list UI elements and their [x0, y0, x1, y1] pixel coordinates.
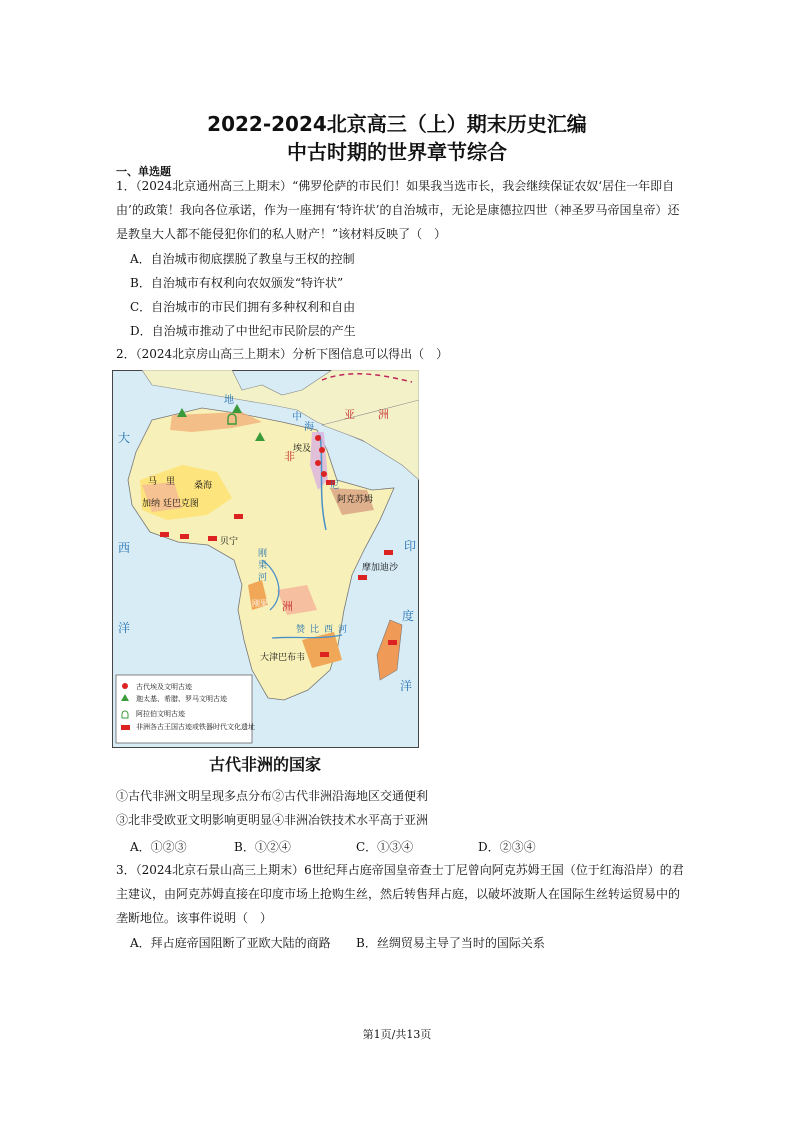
egypt-site-marker — [315, 460, 321, 466]
map-label-egypt: 埃及 — [293, 444, 312, 454]
legend-label: 古代埃及文明古迹 — [136, 683, 192, 691]
map-label-zambezi: 西 — [324, 625, 334, 635]
kingdom-site-marker — [320, 652, 329, 657]
egypt-site-marker — [319, 447, 325, 453]
map-label-kongo: 刚果 — [252, 599, 268, 608]
q2-option-c[interactable]: C．①③④ — [356, 840, 414, 854]
q2-option-a[interactable]: A．①②③ — [130, 840, 187, 854]
q3-option-a[interactable]: A．拜占庭帝国阻断了亚欧大陆的商路 — [130, 936, 331, 950]
question-2-text: 2．（2024北京房山高三上期末）分析下图信息可以得出（ ） — [116, 347, 449, 361]
egypt-site-marker — [321, 471, 327, 477]
page-footer: 第1页/共13页 — [362, 1028, 432, 1041]
map-label-ocean-right: 印 — [404, 539, 417, 553]
map-label-mediterranean: 中 — [292, 412, 302, 423]
legend-label: 阿拉伯文明古迹 — [136, 710, 185, 718]
kingdom-site-marker — [208, 536, 217, 541]
map-label-ocean-left: 洋 — [118, 621, 131, 635]
legend-kingdom-marker — [121, 725, 130, 730]
q1-option-d[interactable]: D．自治城市推动了中世纪市民阶层的产生 — [130, 324, 356, 338]
q2-statements-line2: ③北非受欧亚文明影响更明显④非洲冶铁技术水平高于亚洲 — [116, 813, 429, 827]
kingdom-site-marker — [384, 550, 393, 555]
map-label-congo-river: 刚 — [258, 549, 268, 559]
map-label-ghana: 加纳 廷巴克图 — [142, 499, 199, 509]
q2-option-b[interactable]: B．①②④ — [234, 840, 291, 854]
map-label-aksum: 阿克苏姆 — [337, 495, 374, 505]
map-label-zambezi: 河 — [338, 625, 348, 635]
map-label-mogadishu: 摩加迪沙 — [362, 563, 399, 573]
map-label-songhai: 桑海 — [194, 481, 213, 491]
map-label-ocean-right: 洋 — [400, 679, 413, 693]
map-label-mediterranean: 地 — [224, 395, 234, 406]
question-1-text: 1．（2024北京通州高三上期末）“佛罗伦萨的市民们！如果我当选市长，我会继续保证农奴‘居住一年即自由’的政策！我向各位承诺，作为一座拥有‘特许状’的自治城市，无论是康德拉四世（神圣罗马帝国皇帝）还是教皇大人都不能侵犯你们的私人财产！”该材料反映了（ ） — [116, 179, 680, 241]
map-label-ocean-left: 西 — [118, 541, 131, 555]
map-label-africa: 非 — [284, 450, 295, 463]
q1-option-c[interactable]: C．自治城市的市民们拥有多种权利和自由 — [130, 300, 356, 314]
kingdom-site-marker — [388, 640, 397, 645]
map-label-ocean-right: 度 — [402, 609, 415, 623]
doc-title-line1: 2022-2024北京高三（上）期末历史汇编 — [207, 112, 587, 136]
question-3-text: 3．（2024北京石景山高三上期末）6世纪拜占庭帝国皇帝查士丁尼曾向阿克苏姆王国（位于红海沿岸）的君主建议，由阿克苏姆直接在印度市场上抢购生丝，然后转售拜占庭，以破坏波斯人在国际生丝转运贸易中的垄断地位。该事件说明（ ） — [116, 863, 684, 925]
q1-option-a[interactable]: A．自治城市彻底摆脱了教皇与王权的控制 — [130, 252, 355, 266]
legend-label: 迦太基、希腊、罗马文明古迹 — [136, 695, 227, 703]
map-label-zambezi: 比 — [310, 625, 320, 635]
map-label-nile: 尼 — [330, 481, 340, 491]
doc-title-line2: 中古时期的世界章节综合 — [287, 140, 507, 164]
kingdom-site-marker — [234, 514, 243, 519]
egypt-site-marker — [315, 435, 321, 441]
map-label-congo-river: 果 — [258, 561, 268, 571]
africa-map — [112, 370, 419, 748]
map-label-asia: 亚 — [344, 408, 355, 421]
map-label-benin: 贝宁 — [220, 537, 239, 547]
kingdom-site-marker — [160, 532, 169, 537]
map-label-zimbabwe: 大津巴布韦 — [260, 653, 306, 663]
map-label-asia: 洲 — [378, 408, 389, 421]
q2-option-d[interactable]: D．②③④ — [478, 840, 536, 854]
map-label-zambezi: 赞 — [296, 625, 306, 635]
map-label-congo-river: 河 — [258, 573, 268, 583]
q1-option-b[interactable]: B．自治城市有权利向农奴颁发“特许状” — [130, 276, 344, 290]
map-label-mali: 马 里 — [148, 477, 176, 487]
map-label-mediterranean: 海 — [304, 422, 314, 433]
map-label-africa: 洲 — [282, 600, 293, 613]
section-heading: 一、单选题 — [116, 165, 171, 178]
q3-option-b[interactable]: B．丝绸贸易主导了当时的国际关系 — [356, 936, 545, 950]
kingdom-site-marker — [180, 534, 189, 539]
map-label-ocean-left: 大 — [118, 431, 131, 445]
legend-egypt-marker — [122, 683, 128, 689]
legend-label: 非洲各古王国古迹或铁器时代文化遗址 — [136, 723, 255, 731]
kingdom-site-marker — [358, 575, 367, 580]
map-caption: 古代非洲的国家 — [208, 755, 321, 774]
q2-statements-line1: ①古代非洲文明呈现多点分布②古代非洲沿海地区交通便利 — [116, 789, 429, 803]
